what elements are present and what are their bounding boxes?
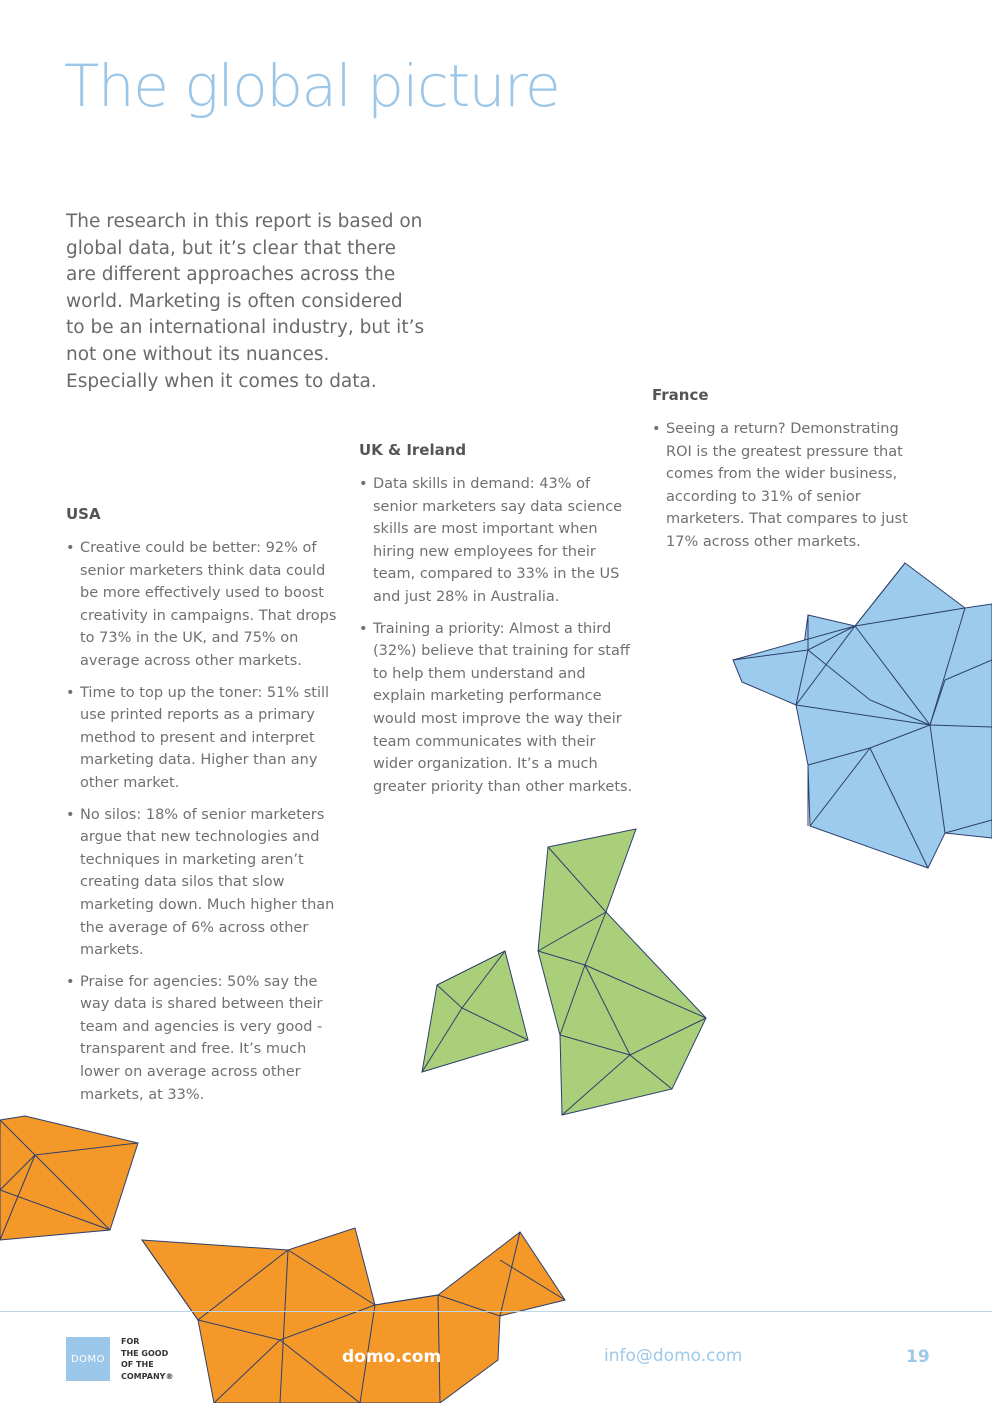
logo-text: DOMO xyxy=(70,1353,106,1365)
france-shape xyxy=(733,563,992,868)
usa-bullet-list xyxy=(66,537,341,1106)
france-section xyxy=(652,386,914,563)
footer-divider xyxy=(0,1311,992,1312)
uk-ireland-bullet: • Data skills in demand: 43% of senior marketers say data science skills are most important when hiring new employees for their team, compared to 33% in the US and just 28% in Australia. xyxy=(359,473,635,609)
domo-logo[interactable] xyxy=(66,1337,110,1381)
france-bullet-list xyxy=(652,418,914,554)
footer-tagline: FOR THE GOOD OF THE COMPANY® xyxy=(121,1337,174,1381)
intro-paragraph: The research in this report is based on global data, but it’s clear that there are different approaches across the world. Marketing is often considered to be an international industry, but it’s not one without its nuances. Especially when it comes to data. xyxy=(66,211,425,392)
france-heading: France xyxy=(652,386,709,404)
footer-site-link[interactable]: domo.com xyxy=(342,1347,442,1367)
page-title: The global picture xyxy=(64,52,560,120)
usa-heading: USA xyxy=(66,505,101,523)
uk-ireland-heading: UK & Ireland xyxy=(359,441,467,459)
usa-bullet: • Time to top up the toner: 51% still use printed reports as a primary method to present and interpret marketing data. Higher than any other market. xyxy=(66,682,341,795)
uk-ireland-bullet: • Training a priority: Almost a third (32%) believe that training for staff to help them understand and explain marketing performance would most improve the way their team communicates with their wider organization. It’s a much greater priority than other markets. xyxy=(359,618,635,799)
page-number: 19 xyxy=(906,1347,930,1367)
uk-shape xyxy=(422,829,706,1115)
usa-bullet: • Creative could be better: 92% of senior marketers think data could be more effectively used to boost creativity in campaigns. That drops to 73% in the UK, and 75% on average across other markets. xyxy=(66,537,341,673)
uk-ireland-section xyxy=(359,441,635,807)
usa-section xyxy=(66,505,341,1115)
footer-email-link[interactable]: info@domo.com xyxy=(604,1346,743,1366)
uk-ireland-bullet-list xyxy=(359,473,635,798)
usa-bullet: • Praise for agencies: 50% say the way data is shared between their team and agencies is very good - transparent and free. It’s much lower on average across other markets, at 33%. xyxy=(66,971,341,1107)
usa-bullet: • No silos: 18% of senior marketers argue that new technologies and techniques in marketing aren’t creating data silos that slow marketing down. Much higher than the average of 6% across other markets. xyxy=(66,804,341,962)
france-bullet: • Seeing a return? Demonstrating ROI is the greatest pressure that comes from the wider business, according to 31% of senior marketers. That compares to just 17% across other markets. xyxy=(652,418,914,554)
